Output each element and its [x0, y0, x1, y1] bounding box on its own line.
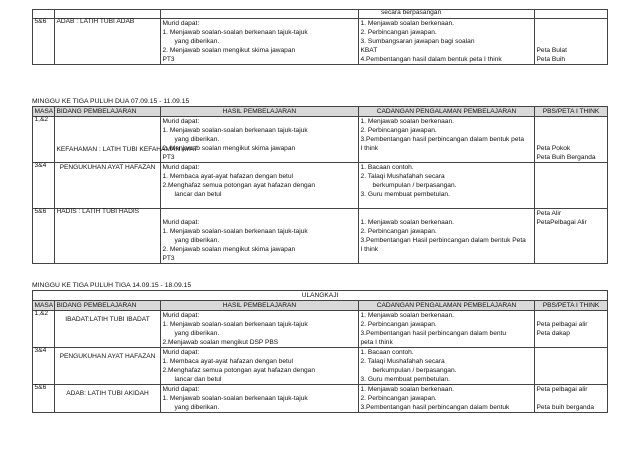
header-cadangan: CADANGAN PENGALAMAN PEMBELAJARAN	[359, 107, 535, 117]
masa-cell: 1,&2	[33, 311, 55, 348]
bidang-cell: ADAB: LATIH TUBI AKIDAH	[55, 385, 161, 413]
bidang-cell: HADIS : LATIH TUBI HADIS	[55, 209, 161, 264]
week-heading-33: MINGGU KE TIGA PULUH TIGA 14.09.15 - 18.09.15	[32, 282, 192, 289]
bidang-cell: ADAB : LATIH TUBI ADAB	[55, 19, 161, 65]
table-row	[33, 163, 608, 209]
pbs-cell	[535, 348, 608, 385]
bidang-cell: PENGUKUHAN AYAT HAFAZAN	[55, 163, 161, 209]
masa-cell: 3&4	[33, 163, 55, 209]
header-cadangan: CADANGAN PENGALAMAN PEMBELAJARAN	[359, 301, 535, 311]
ulangkaji-banner: ULANGKAJI	[33, 291, 608, 301]
hasil-cell: Murid dapat: 1. Menjawab soalan-soalan berkenaan tajuk-tajuk yang diberikan. 2.Menjawab soalan mengikut DSP PBS	[161, 311, 359, 348]
pbs-cell	[535, 163, 608, 209]
cadangan-cell: 1. Bacaan contoh. 2. Talaqi Mushafahah secara berkumpulan / berpasangan. 3. Guru membuat pembetulan.	[359, 163, 535, 209]
header-pbs: PBS/PETA I THINK	[535, 301, 608, 311]
table-row	[33, 311, 608, 348]
cadangan-cell: 1. Menjawab soalan berkenaan. 2. Perbincangan jawapan. 3.Pembentangan Hasil perbincangan dalam bentuk Peta I think	[359, 209, 535, 264]
cadangan-cell: 1. Menjawab soalan berkenaan. 2. Perbincangan jawapan. 3.Pembentangan hasil perbincangan dalam bentu peta I think	[359, 311, 535, 348]
cadangan-cell: 1. Menjawab soalan berkenaan. 2. Perbincangan jawapan. 3. Sumbangsaran jawapan bagi soalan KBAT 4.Pembentangan hasil dalam bentuk peta I think	[359, 19, 535, 65]
table-week-31	[32, 9, 608, 65]
cadangan-cell: 1. Menjawab soalan berkenaan. 2. Perbincangan jawapan. 3.Pembentangan hasil perbincangan dalam bentuk	[359, 385, 535, 413]
header-pbs: PBS/PETA I THINK	[535, 107, 608, 117]
masa-cell: 5&6	[33, 385, 55, 413]
table-week-32	[32, 106, 608, 264]
hasil-cell: Murid dapat: 1. Menjawab soalan-soalan berkenaan tajuk-tajuk yang diberikan. 2. Menjawab soalan mengikut skima jawapan PT3	[161, 209, 359, 264]
header-masa: MASA	[34, 302, 54, 309]
pbs-cell: Peta Bulat Peta Buih	[535, 19, 608, 65]
pbs-cell: Peta pelbagai alir Peta buih berganda	[535, 385, 608, 413]
week-heading-32: MINGGU KE TIGA PULUH DUA 07.09.15 - 11.09.15	[32, 98, 190, 105]
top-row-tail: secara berpasangan	[359, 10, 535, 19]
hasil-cell: Murid dapat: 1. Menjawab soalan-soalan berkenaan tajuk-tajuk yang diberikan. 2. Menjawab soalan mengikut skima jawapan PT3	[161, 117, 359, 163]
masa-cell: 3&4	[33, 348, 55, 385]
pbs-cell: Peta Pokok Peta Buih Berganda	[535, 117, 608, 163]
header-bidang: BIDANG PEMBELAJARAN	[55, 107, 161, 117]
table-week-33	[32, 290, 608, 413]
bidang-cell: IBADAT:LATIH TUBI IBADAT	[55, 311, 161, 348]
hasil-cell: Murid dapat: 1. Membaca ayat-ayat hafazan dengan betul 2.Menghafaz semua potongan ayat hafazan dengan lancar dan betul	[161, 348, 359, 385]
header-row	[33, 107, 608, 117]
table-row	[33, 209, 608, 264]
header-hasil: HASIL PEMBELAJARAN	[161, 301, 359, 311]
pbs-cell: Peta pelbagai alir Peta dakap	[535, 311, 608, 348]
table-row	[33, 385, 608, 413]
masa-cell: 5&6	[33, 19, 55, 65]
hasil-cell: Murid dapat: 1. Menjawab soalan-soalan berkenaan tajuk-tajuk yang diberikan. 2. Menjawab soalan mengikut skima jawapan PT3	[161, 19, 359, 65]
header-row	[33, 301, 608, 311]
cadangan-cell: 1. Menjawab soalan berkenaan. 2. Perbincangan jawapan. 3.Pembentangan hasil perbincangan dalam bentuk peta I think	[359, 117, 535, 163]
header-hasil: HASIL PEMBELAJARAN	[161, 107, 359, 117]
header-masa: MASA	[34, 108, 54, 115]
table-row	[33, 19, 608, 65]
pbs-cell: Peta Alir PetaPelbagai Alir	[535, 209, 608, 264]
hasil-cell: Murid dapat: 1. Membaca ayat-ayat hafazan dengan betul 2.Menghafaz semua potongan ayat hafazan dengan lancar dan betul	[161, 163, 359, 209]
cadangan-cell: 1. Bacaan contoh. 2. Talaqi Mushafahah secara berkumpulan / berpasangan. 3. Guru membuat pembetulan.	[359, 348, 535, 385]
table-row	[33, 117, 608, 163]
hasil-cell: Murid dapat: 1. Menjawab soalan-soalan berkenaan tajuk-tajuk yang diberikan.	[161, 385, 359, 413]
bidang-cell: PENGUKUHAN AYAT HAFAZAN	[55, 348, 161, 385]
table-row	[33, 348, 608, 385]
header-bidang: BIDANG PEMBELAJARAN	[55, 301, 161, 311]
masa-cell: 1,&2	[33, 117, 55, 163]
bidang-cell: KEFAHAMAN : LATIH TUBI KEFAHAMAN AYAT	[55, 117, 161, 163]
masa-cell: 5&6	[33, 209, 55, 264]
